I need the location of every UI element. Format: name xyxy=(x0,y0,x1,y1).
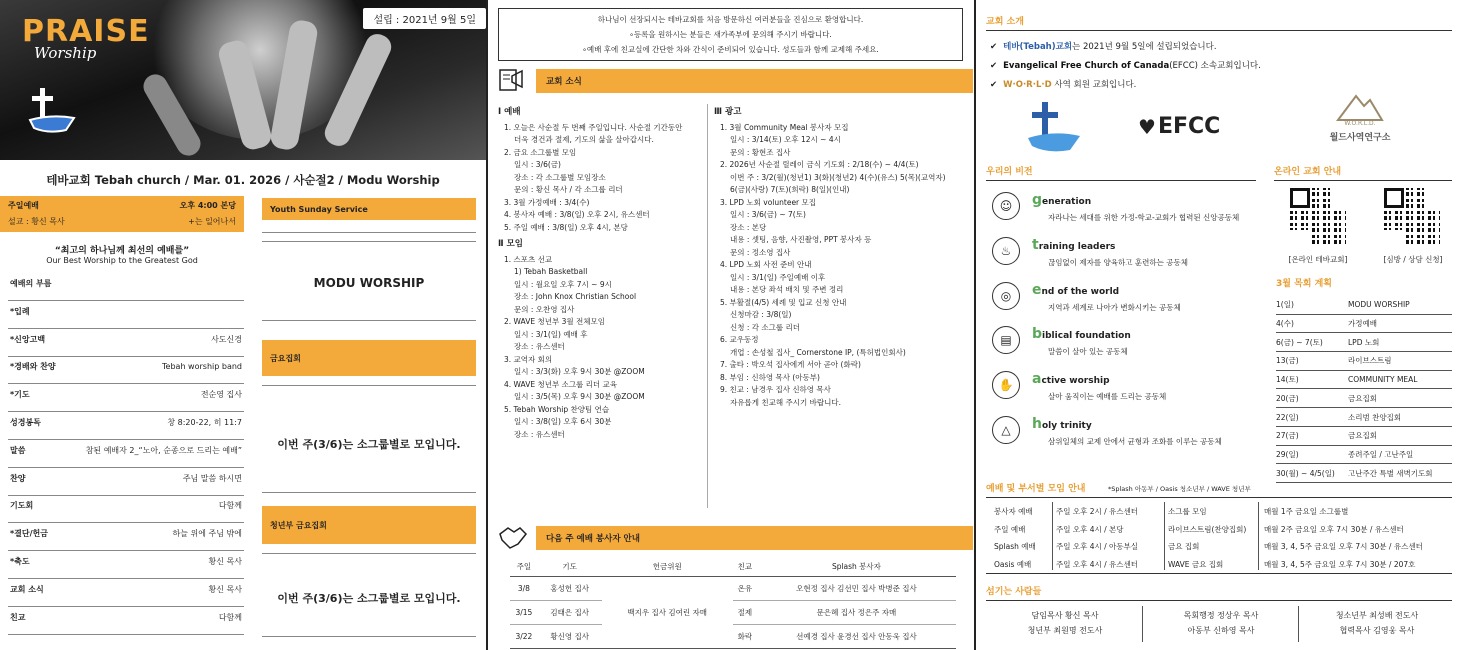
vision-item xyxy=(992,371,1242,415)
march-event: 종려주일 / 고난주일 xyxy=(1348,449,1414,459)
vision-rest: eneration xyxy=(1042,197,1092,207)
news-item: 일시 : 월요일 오후 7시 ~ 9시 xyxy=(514,279,612,289)
vol-header: 헌금위원 xyxy=(652,562,682,572)
motto-english: Our Best Worship to the Greatest God xyxy=(46,256,198,265)
march-row xyxy=(1276,315,1452,334)
order-value: Tebah worship band xyxy=(162,362,242,372)
welcome-box xyxy=(498,8,963,61)
stand-note: +는 일어나서 xyxy=(188,217,236,226)
news-item: 2. 금요 소그룹별 모임 xyxy=(504,147,577,157)
worship-hero-image xyxy=(0,0,486,160)
news-item: 장소 : 본당 xyxy=(730,222,767,232)
order-label: *입례 xyxy=(10,306,30,316)
march-plan-title: 3월 목회 계획 xyxy=(1276,279,1332,289)
order-item xyxy=(10,528,242,539)
vision-item xyxy=(992,192,1242,236)
vision-desc: 말씀이 살아 있는 공동체 xyxy=(1048,347,1128,357)
efcc-logo: ♥ EFCC xyxy=(1138,114,1221,139)
megaphone-icon xyxy=(498,66,528,94)
bulletin-cover-panel xyxy=(0,0,486,650)
news-item: 3. LPD 노회 volunteer 모집 xyxy=(720,197,817,207)
vision-desc: 자라나는 세대를 위한 가정-학교-교회가 협력된 신앙공동체 xyxy=(1048,213,1240,222)
news-item: 4. 봉사자 예배 : 3/8(일) 오후 2시, 유스센터 xyxy=(504,210,650,219)
news-item: 일시 : 3/5(목) 오후 9시 30분 @ZOOM xyxy=(514,392,645,401)
order-item xyxy=(10,584,242,595)
vision-rest: iblical foundation xyxy=(1042,331,1131,342)
service-guide-note: *Splash 아동부 / Oasis 청소년부 / WAVE 청년부 xyxy=(1108,485,1251,493)
order-item xyxy=(10,389,242,400)
order-label: *기도 xyxy=(10,390,30,400)
service-cell: 주일 예배 xyxy=(994,524,1026,534)
news-item: 5. Tebah Worship 찬양팀 연습 xyxy=(504,404,610,414)
service-cell: 매월 2주 금요일 오후 7시 30분 / 유스센터 xyxy=(1264,524,1404,534)
news-item: 8. 부임 : 신하영 목사 (아동부) xyxy=(720,372,820,382)
news-item: 장소 : John Knox Christian School xyxy=(514,292,637,301)
order-label: *결단/헌금 xyxy=(10,529,49,539)
order-value: 참된 예배자 2_“노아, 순종으로 드리는 예배” xyxy=(85,445,242,455)
order-value: 주님 말씀 하시면 xyxy=(182,473,242,483)
intro-desc: 는 2021년 9월 5일에 설립되었습니다. xyxy=(1072,42,1217,52)
vision-item xyxy=(992,282,1242,326)
news-item: 장소 : 유스센터 xyxy=(514,429,565,439)
news-item: 일시 : 3/8(일) 오후 6시 30분 xyxy=(514,417,612,426)
vision-word xyxy=(1032,192,1091,208)
order-item xyxy=(10,278,242,289)
order-label: *경배와 찬양 xyxy=(10,362,56,372)
church-ship-logo xyxy=(28,84,76,140)
news-item: 자유롭게 친교해 주시기 바랍니다. xyxy=(730,397,841,407)
staff-name: 협력목사 김영웅 목사 xyxy=(1339,626,1415,635)
news-item: 3. 3월 가정예배 : 3/4(수) xyxy=(504,197,590,207)
intro-item xyxy=(990,38,1261,57)
vol-header: 주일 xyxy=(516,562,532,572)
vision-initial: e xyxy=(1032,281,1042,298)
news-item: 일시 : 3/6(금) ~ 7(토) xyxy=(730,210,806,219)
bible-icon: ▤ xyxy=(992,326,1020,354)
online-title: 온라인 교회 안내 xyxy=(1274,167,1342,177)
march-event: LPD 노회 xyxy=(1348,337,1380,347)
news-item: 일시 : 3/6(금) xyxy=(514,160,561,169)
vision-initial: h xyxy=(1032,416,1042,432)
order-value: 하늘 위에 주님 밖에 xyxy=(172,529,242,539)
vision-initial: g xyxy=(1032,192,1043,208)
order-item xyxy=(10,612,242,623)
check-icon: ✔ xyxy=(990,42,998,52)
march-date: 6(금) ~ 7(토) xyxy=(1276,337,1323,347)
globe-icon: ◎ xyxy=(992,282,1020,310)
order-value: 황신 목사 xyxy=(208,557,242,566)
service-cell: 매월 3, 4, 5주 금요일 오후 7시 30분 / 207호 xyxy=(1264,559,1416,569)
news-section-heading: Ⅲ 광고 xyxy=(714,107,742,117)
vision-desc: 끊임없이 제자를 양육하고 훈련하는 공동체 xyxy=(1048,257,1188,267)
vision-desc: 지역과 세계로 나아가 변화시키는 공동체 xyxy=(1048,302,1181,312)
order-item xyxy=(10,556,242,567)
service-cell: 봉사자 예배 xyxy=(994,507,1033,516)
order-label: 예배의 부름 xyxy=(10,279,52,288)
march-row xyxy=(1276,352,1452,371)
young-adult-friday-header: 청년부 금요집회 xyxy=(262,506,476,544)
order-item xyxy=(10,473,242,484)
church-news-header: 교회 소식 xyxy=(536,69,973,93)
motto-korean: “최고의 하나님께 최선의 예배를” xyxy=(54,246,190,256)
intro-name: 테바(Tebah)교회 xyxy=(1003,42,1073,52)
service-guide-title: 예배 및 부서별 모임 안내 xyxy=(986,484,1086,494)
vision-word xyxy=(1032,416,1092,432)
people-title: 섬기는 사람들 xyxy=(986,587,1042,597)
news-section-heading: Ⅰ 예배 xyxy=(498,107,521,117)
news-item: 1) Tebah Basketball xyxy=(514,267,588,276)
news-item: 1. 오늘은 사순절 두 번째 주일입니다. 사순절 기간동안 xyxy=(504,122,683,132)
news-item: 6(금)(사랑) 7(토)(희락) 8(일)(인내) xyxy=(730,185,850,194)
tebah-logo xyxy=(1026,98,1082,154)
mountain-icon xyxy=(1336,92,1384,122)
march-event: 소리범 찬양집회 xyxy=(1348,412,1402,422)
service-time: 오후 4:00 본당 xyxy=(179,201,236,210)
vision-desc: 살아 움직이는 예배를 드리는 공동체 xyxy=(1048,392,1167,402)
order-item xyxy=(10,334,242,345)
order-label: *신앙고백 xyxy=(10,334,46,344)
news-item: 문의 : 오찬영 집사 xyxy=(514,304,575,314)
news-item: 일시 : 3/1(일) 예배 후 xyxy=(514,329,588,339)
march-event: 금요집회 xyxy=(1348,431,1377,441)
vision-rest: raining leaders xyxy=(1038,241,1116,252)
table-row: 3/8 홍성헌 집사 백지우 집사 김여린 자매 온유 오현정 집사 김선민 집사 박병준 집사 xyxy=(510,576,956,600)
news-item: 이번 주 : 3/2(월)(청년1) 3(화)(청년2) 4(수)(유스) 5(목)(교역자) xyxy=(730,172,946,182)
order-item xyxy=(10,445,242,456)
news-item: 내용 : 본당 좌석 배치 및 주변 정리 xyxy=(730,285,844,294)
march-event: MODU WORSHIP xyxy=(1348,300,1410,310)
staff-name: 청소년부 최성배 전도사 xyxy=(1335,611,1419,620)
news-item: 4. WAVE 청년부 소그룹 리더 교육 xyxy=(504,379,618,389)
service-cell: 주일 오후 4시 / 아동부실 xyxy=(1056,542,1139,551)
vision-rest: ctive worship xyxy=(1041,376,1110,387)
staff-name: 담임목사 황신 목사 xyxy=(1031,611,1099,620)
vision-rest: oly trinity xyxy=(1041,421,1092,431)
welcome-line: ∘등록을 원하시는 분들은 새가족부에 문의해 주시기 바랍니다. xyxy=(629,30,832,39)
order-label: 교회 소식 xyxy=(10,584,44,594)
qr-code-counsel[interactable] xyxy=(1384,188,1440,244)
march-event: 라이브스트림 xyxy=(1348,356,1392,366)
service-cell: 매월 3, 4, 5주 금요일 오후 7시 30분 / 유스센터 xyxy=(1264,542,1423,551)
news-item: 개업 : 손성철 집사_ Cornerstone IP, (특허법인회사) xyxy=(730,347,906,357)
march-event: 가정예배 xyxy=(1348,319,1377,329)
march-date: 29(일) xyxy=(1276,449,1299,459)
news-section-heading: Ⅱ 모임 xyxy=(498,239,523,249)
news-item: 내용 : 셋팅, 음향, 사진촬영, PPT 봉사자 등 xyxy=(730,235,872,244)
vol-header: 기도 xyxy=(562,562,577,572)
news-column-left xyxy=(498,102,708,441)
order-value: 전순영 집사 xyxy=(200,390,242,400)
news-item: 일시 : 3/1(일) 주일예배 이후 xyxy=(730,272,826,282)
modu-worship-title: MODU WORSHIP xyxy=(313,276,425,290)
march-row xyxy=(1276,296,1452,315)
order-value: 다함께 xyxy=(218,612,242,622)
news-item: 장소 : 각 소그룹별 모임장소 xyxy=(514,172,606,182)
church-service-title: 테바교회 Tebah church / Mar. 01. 2026 / 사순절2 / Modu Worship xyxy=(46,173,440,187)
worship-logo: Worship xyxy=(34,44,97,62)
march-date: 27(금) xyxy=(1276,431,1299,441)
vision-title: 우리의 비전 xyxy=(986,167,1033,177)
news-item: 9. 친교 : 남경우 집사 신하영 목사 xyxy=(720,385,831,394)
friday-gathering-header: 금요집회 xyxy=(262,340,476,376)
vol-header: Splash 봉사자 xyxy=(831,562,881,572)
intro-list xyxy=(990,38,1261,95)
service-cell: 매월 1주 금요일 소그룹별 xyxy=(1264,507,1349,516)
order-label: *축도 xyxy=(10,557,30,566)
intro-item xyxy=(990,76,1261,95)
trinity-icon: △ xyxy=(992,416,1020,444)
established-date: 설립 : 2021년 9월 5일 xyxy=(363,8,486,29)
news-item: 5. 주일 예배 : 3/8(일) 오후 4시, 본당 xyxy=(504,222,628,232)
hand-icon: ✋ xyxy=(992,371,1020,399)
order-label: 말씀 xyxy=(10,445,26,455)
check-icon: ✔ xyxy=(990,80,998,90)
welcome-line: 하나님이 선장되시는 테바교회를 처음 방문하신 여러분들을 진심으로 환영합니다. xyxy=(597,15,864,24)
qr-label-counsel: [심방 / 상담 신청] xyxy=(1383,255,1443,264)
service-cell: Splash 예배 xyxy=(994,542,1036,551)
news-item: 6. 교우동정 xyxy=(720,335,759,344)
world-logo-name: 월드사역연구소 xyxy=(1329,133,1391,143)
table-row: 3/15 김태은 집사 절제 문은혜 집사 정은주 자매 xyxy=(510,600,956,624)
march-row xyxy=(1276,333,1452,352)
news-item: 4. LPD 노회 사전 준비 안내 xyxy=(720,260,812,269)
staff-name: 아동부 신하영 목사 xyxy=(1187,626,1255,635)
news-item: 2. WAVE 청년부 3월 전체모임 xyxy=(504,317,605,326)
march-event: COMMUNITY MEAL xyxy=(1348,375,1418,385)
march-row xyxy=(1276,427,1452,446)
vision-rest: nd of the world xyxy=(1041,286,1120,297)
news-item: 일시 : 3/3(화) 오후 9시 30분 @ZOOM xyxy=(514,367,645,376)
qr-label-online: [온라인 테바교회] xyxy=(1288,255,1348,264)
march-row xyxy=(1276,408,1452,427)
order-item xyxy=(10,306,242,317)
order-item xyxy=(10,361,242,372)
staff-name: 목회행정 정상우 목사 xyxy=(1183,611,1259,620)
march-row xyxy=(1276,446,1452,465)
people-icon: ☺ xyxy=(992,192,1020,220)
march-date: 22(일) xyxy=(1276,412,1299,422)
offering-committee: 백지우 집사 김여린 자매 xyxy=(627,607,708,617)
service-cell: Oasis 예배 xyxy=(994,559,1032,569)
volunteer-table xyxy=(510,558,956,649)
news-item: 3. 교역자 회의 xyxy=(504,354,553,364)
service-cell: 주일 오후 4시 / 유스센터 xyxy=(1056,559,1139,569)
news-column-right xyxy=(714,102,964,409)
march-event: 고난주간 특별 새벽기도회 xyxy=(1348,468,1433,478)
march-row xyxy=(1276,390,1452,409)
vision-word xyxy=(1032,371,1110,387)
order-value: 다함께 xyxy=(218,501,242,511)
march-row xyxy=(1276,371,1452,390)
order-label: 찬양 xyxy=(10,473,26,483)
vision-initial: b xyxy=(1032,326,1043,343)
handshake-icon xyxy=(498,524,528,552)
march-date: 20(금) xyxy=(1276,393,1299,403)
vision-item xyxy=(992,416,1242,460)
march-date: 4(수) xyxy=(1276,319,1294,329)
service-label: 주일예배 xyxy=(8,201,39,210)
news-item: 7. 출타 : 박오석 집사에게 서아 곧아 (화락) xyxy=(720,360,861,369)
church-news-panel xyxy=(488,0,974,650)
news-item: 일시 : 3/14(토) 오후 12시 ~ 4시 xyxy=(730,135,841,144)
order-item xyxy=(10,417,242,428)
volunteer-header: 다음 주 예배 봉사자 안내 xyxy=(536,526,973,550)
intro-name: W·O·R·L·D xyxy=(1003,80,1052,90)
welcome-line: ∘예배 후에 친교실에 간단한 차와 간식이 준비되어 있습니다. 성도들과 함께 교제해 주세요. xyxy=(582,45,879,54)
service-cell: 주일 오후 2시 / 유스센터 xyxy=(1056,507,1139,516)
news-item: 문의 : 정소영 집사 xyxy=(730,247,791,257)
news-item: 5. 부활절(4/5) 세례 및 입교 신청 안내 xyxy=(720,297,847,307)
news-item: 1. 스포츠 선교 xyxy=(504,254,553,264)
order-label: 친교 xyxy=(10,612,26,622)
flame-icon: ♨ xyxy=(992,237,1020,265)
praise-logo: PRAISE xyxy=(22,14,150,49)
news-item: 신청마감 : 3/8(일) xyxy=(730,310,792,319)
service-cell: 주일 오후 4시 / 본당 xyxy=(1056,524,1124,534)
service-cell: 금요 집회 xyxy=(1168,542,1200,551)
friday-gathering-text: 이번 주(3/6)는 소그룹별로 모입니다. xyxy=(277,438,461,451)
order-value: 창 8:20-22, 히 11:7 xyxy=(167,418,242,427)
table-row: 3/22 황신영 집사 화락 선예경 집사 윤경선 집사 안동욱 집사 xyxy=(510,624,956,648)
news-item: 문의 : 황신 목사 / 각 소그룹 리더 xyxy=(514,185,623,194)
vision-item xyxy=(992,237,1242,281)
service-cell: WAVE 금요 집회 xyxy=(1168,559,1224,569)
news-item: 문의 : 황현조 집사 xyxy=(730,147,791,157)
sermon-label: 설교 : 황신 목사 xyxy=(8,217,65,226)
order-value: 사도신경 xyxy=(211,334,242,344)
news-item: 신청 : 각 소그룹 리더 xyxy=(730,322,801,332)
check-icon: ✔ xyxy=(990,61,998,71)
order-item xyxy=(10,500,242,511)
march-date: 30(월) ~ 4/5(일) xyxy=(1276,468,1335,478)
intro-title: 교회 소개 xyxy=(986,17,1024,27)
news-item: 장소 : 유스센터 xyxy=(514,342,565,351)
intro-desc: (EFCC) 소속교회입니다. xyxy=(1169,61,1261,71)
news-item: 1. 3월 Community Meal 봉사자 모집 xyxy=(720,122,849,132)
vision-word xyxy=(1032,237,1115,253)
service-cell: 소그룹 모임 xyxy=(1168,507,1207,516)
march-row xyxy=(1276,464,1452,483)
service-cell: 라이브스트림(찬양집회) xyxy=(1168,524,1247,534)
march-event: 금요집회 xyxy=(1348,393,1377,403)
news-item: 더욱 경건과 절제, 기도의 삶을 살아갑시다. xyxy=(514,135,654,144)
vision-item xyxy=(992,326,1242,370)
church-intro-panel xyxy=(976,0,1461,650)
march-date: 13(금) xyxy=(1276,356,1299,366)
intro-desc: 사역 회원 교회입니다. xyxy=(1051,80,1137,90)
vision-initial: a xyxy=(1032,371,1042,388)
qr-code-online[interactable] xyxy=(1290,188,1346,244)
world-logo-text: W.O.R.L.D. xyxy=(1344,120,1376,127)
order-label: 성경봉독 xyxy=(10,418,41,427)
march-date: 1(일) xyxy=(1276,300,1294,310)
intro-name: Evangelical Free Church of Canada xyxy=(1003,61,1170,71)
intro-item xyxy=(990,57,1261,76)
vision-initial: t xyxy=(1032,236,1039,253)
order-label: 기도회 xyxy=(10,501,34,511)
vol-header: 친교 xyxy=(737,562,753,572)
news-item: 2. 2026년 사순절 릴레이 금식 기도회 : 2/18(수) ~ 4/4(토) xyxy=(720,160,919,169)
young-adult-friday-text: 이번 주(3/6)는 소그룹별로 모입니다. xyxy=(277,592,461,605)
staff-name: 청년부 최원명 전도사 xyxy=(1027,626,1103,635)
order-value: 황신 목사 xyxy=(208,584,242,594)
vision-word xyxy=(1032,326,1131,342)
march-date: 14(토) xyxy=(1276,375,1299,385)
vision-word xyxy=(1032,282,1119,298)
youth-service-header: Youth Sunday Service xyxy=(262,198,476,220)
vision-desc: 삼위일체의 교제 안에서 균형과 조화를 이루는 공동체 xyxy=(1048,437,1222,446)
